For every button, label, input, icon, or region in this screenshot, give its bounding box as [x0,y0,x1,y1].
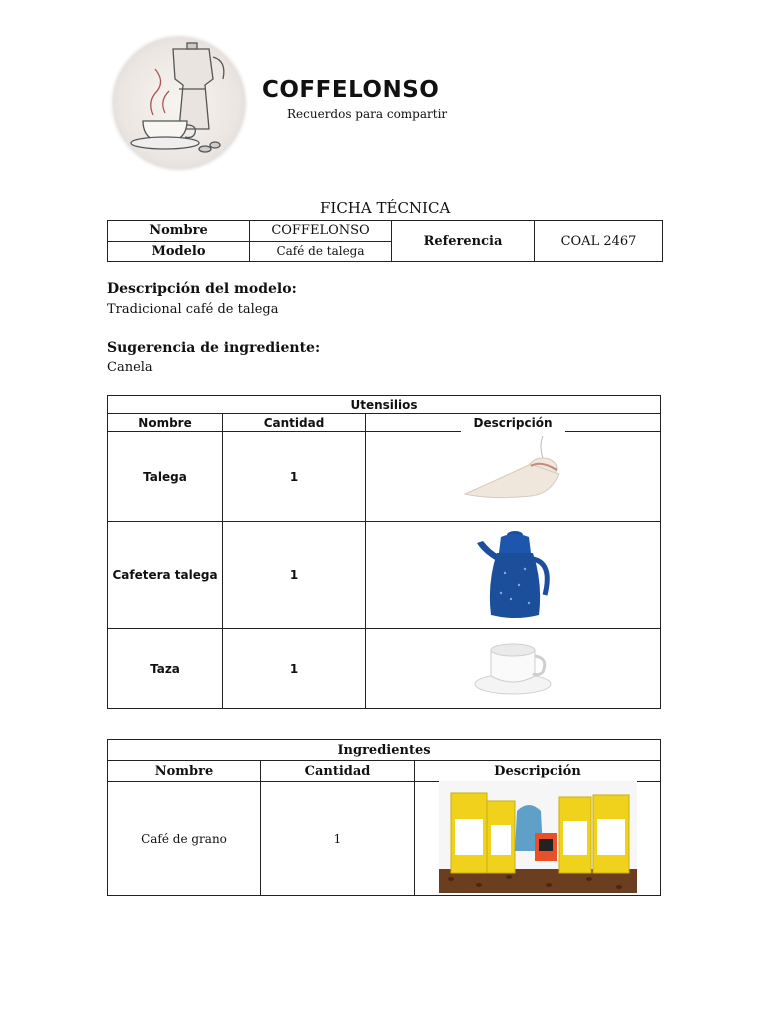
utensilio-cantidad: 1 [223,432,366,522]
ingrediente-cantidad: 1 [261,782,415,896]
brand-tagline: Recuerdos para compartir [287,107,448,121]
brand-name: COFFELONSO [262,77,440,103]
referencia-label: Referencia [392,221,535,262]
descripcion-heading: Descripción del modelo: [107,281,297,297]
ingredientes-header-nombre: Nombre [108,761,261,782]
brand-logo [113,37,245,169]
table-row [108,432,661,522]
cloth-coffee-filter-icon [461,430,565,520]
blue-enamel-coffee-pot-icon [461,523,565,627]
sugerencia-text: Canela [107,360,153,375]
descripcion-text: Tradicional café de talega [107,302,279,317]
utensilios-header-descripcion: Descripción [366,414,661,432]
referencia-value: COAL 2467 [535,221,663,262]
coffee-bags-and-beans-photo-icon [439,781,637,893]
utensilios-header-nombre: Nombre [108,414,223,432]
utensilios-header-cantidad: Cantidad [223,414,366,432]
utensilio-cantidad: 1 [223,629,366,709]
modelo-value: Café de talega [250,241,392,262]
ingredientes-caption: Ingredientes [108,740,661,761]
sugerencia-heading: Sugerencia de ingrediente: [107,340,321,356]
ingrediente-nombre: Café de grano [108,782,261,896]
nombre-label: Nombre [108,221,250,242]
ficha-table [107,220,663,262]
ingredientes-header-cantidad: Cantidad [261,761,415,782]
utensilios-table [107,395,661,709]
moka-pot-and-cup-sketch-icon [113,37,245,169]
utensilio-nombre: Talega [108,432,223,522]
modelo-label: Modelo [108,241,250,262]
utensilio-nombre: Cafetera talega [108,522,223,629]
utensilio-nombre: Taza [108,629,223,709]
nombre-value: COFFELONSO [250,221,392,242]
table-row [108,522,661,629]
white-cup-and-saucer-icon [461,632,565,706]
utensilio-cantidad: 1 [223,522,366,629]
ingredientes-header-descripcion: Descripción [415,761,661,782]
table-row [108,629,661,709]
utensilios-caption: Utensilios [108,396,661,414]
ficha-title: FICHA TÉCNICA [320,199,451,217]
